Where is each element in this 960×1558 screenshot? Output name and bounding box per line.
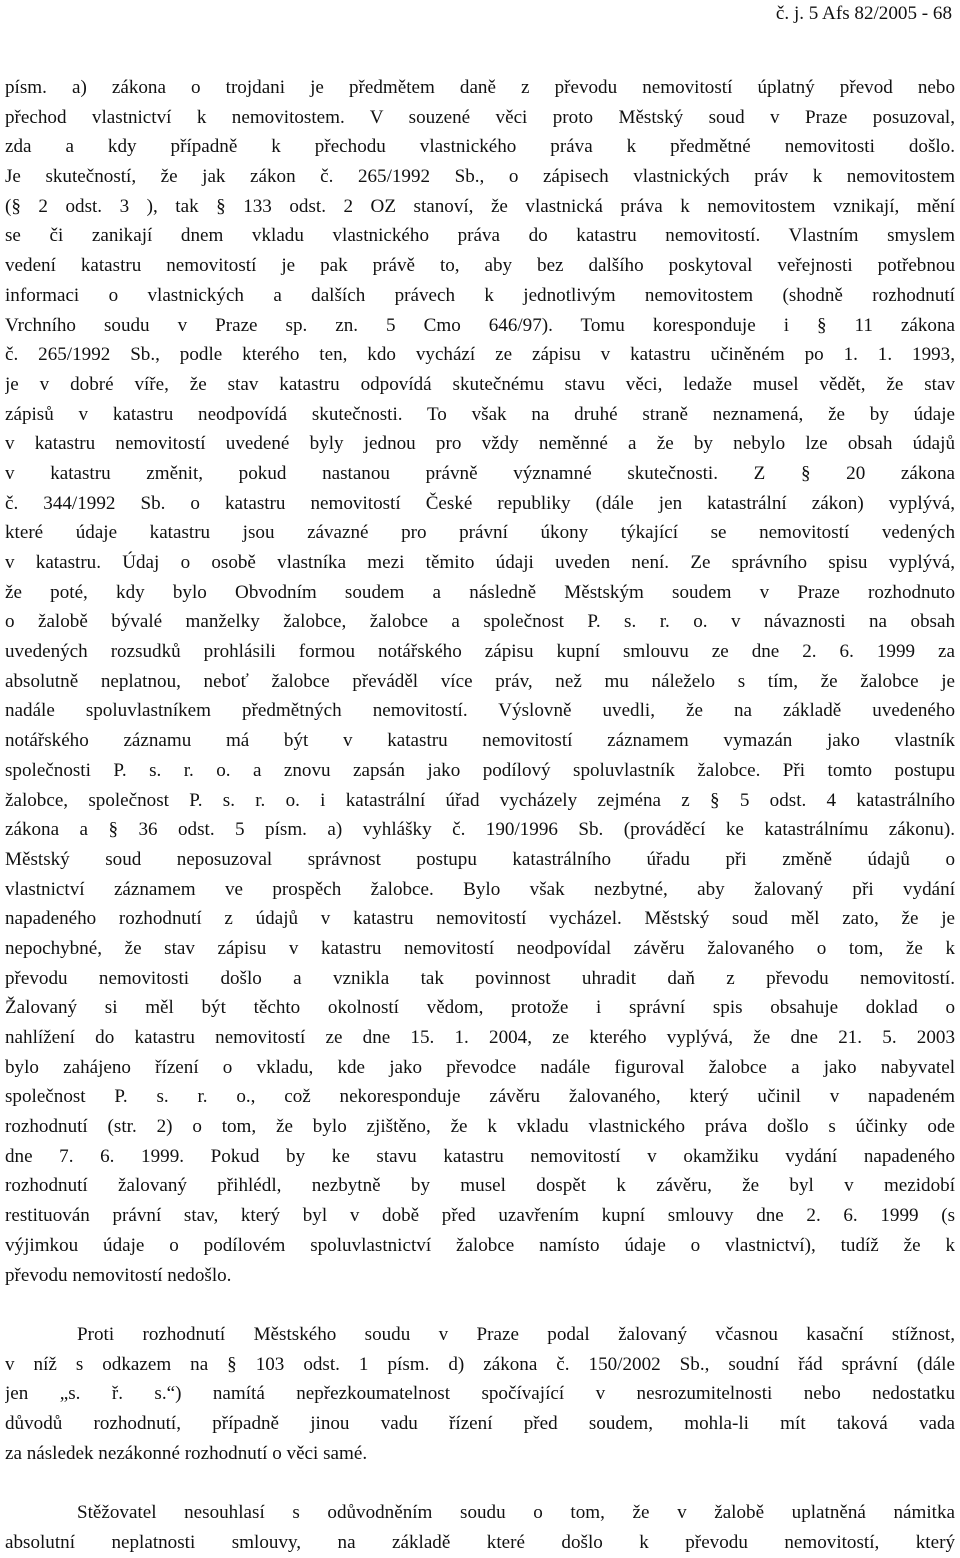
text-line: Je skutečností, že jak zákon č. 265/1992 Sb., o zápisech vlastnických práv k nemovitostem: [5, 166, 955, 188]
text-line: v katastru. Údaj o osobě vlastníka mezi těmito údaji uveden není. Ze správního spisu vyplývá,: [5, 552, 955, 573]
text-line: důvodů rozhodnutí, případně jinou vadu řízení před soudem, mohla-li mít taková vada: [5, 1413, 955, 1435]
case-number-header: č. j. 5 Afs 82/2005 - 68: [775, 3, 952, 24]
paragraph: [5, 1320, 955, 1468]
text-line: je v dobré víře, že stav katastru odpovídá skutečnému stavu věci, ledaže musel vědět, že stav: [5, 373, 955, 395]
text-line: nepochybné, že stav zápisu v katastru nemovitostí neodpovídal závěru žalovaného o tom, že k: [5, 937, 955, 959]
text-line: nadále spoluvlastníkem předmětných nemovitostí. Výslovně uvedli, že na základě uvedeného: [5, 700, 955, 722]
text-line: vlastnictví záznamem ve prospěch žalobce. Bylo však nezbytné, aby žalovaný při vydání: [5, 878, 955, 900]
text-line: zápisů v katastru neodpovídá skutečnosti. To však na druhé straně neznamená, že by údaje: [5, 403, 955, 425]
document-body: [5, 73, 955, 1558]
text-line: rozhodnutí žalovaný přihlédl, nezbytně by musel dospět k závěru, že byl v mezidobí: [5, 1175, 955, 1197]
text-line: Proti rozhodnutí Městského soudu v Praze podal žalovaný včasnou kasační stížnost,: [77, 1323, 955, 1345]
paragraph-gap: [5, 1468, 955, 1498]
text-line: bylo zahájeno řízení o vkladu, kde jako převodce nadále figuroval žalobce a jako nabyvatel: [5, 1056, 955, 1078]
text-line: v katastru nemovitostí uvedené byly jednou pro vždy neměnné a že by nebylo lze obsah údajů: [5, 433, 955, 455]
text-line: převodu nemovitosti došlo a vznikla tak povinnost uhradit daň z převodu nemovitostí.: [5, 967, 955, 989]
text-line: jen „s. ř. s.“) namítá nepřezkoumatelnost spočívající v nesrozumitelnosti nebo nedostatku: [5, 1383, 955, 1405]
text-line: Vrchního soudu v Praze sp. zn. 5 Cmo 646/97). Tomu koresponduje i § 11 zákona: [5, 314, 955, 336]
text-line: vedení katastru nemovitostí je pak právě to, aby bez dalšího poskytoval veřejnosti potřebnou: [5, 255, 955, 277]
text-line: které údaje katastru jsou závazné pro právní úkony týkající se nemovitostí vedených: [5, 522, 955, 544]
text-line: č. 265/1992 Sb., podle kterého ten, kdo vychází ze zápisu v katastru učiněném po 1. 1. 1993,: [5, 344, 955, 366]
text-line: notářského záznamu má být v katastru nemovitostí záznamem vymazán jako vlastník: [5, 730, 955, 752]
text-line: že poté, kdy bylo Obvodním soudem a následně Městským soudem v Praze rozhodnuto: [5, 581, 955, 603]
text-line: Městský soud neposuzoval správnost postupu katastrálního úřadu při změně údajů o: [5, 848, 955, 870]
text-line: žalobce, společnost P. s. r. o. i katastrální úřad vycházely zejména z § 5 odst. 4 katastrálního: [5, 789, 955, 811]
text-line: č. 344/1992 Sb. o katastru nemovitostí České republiky (dále jen katastrální zákon) vyplývá,: [5, 492, 955, 514]
text-line: společnost P. s. r. o., což nekoresponduje závěru žalovaného, který učinil v napadeném: [5, 1086, 955, 1108]
text-line: informaci o vlastnických a dalších právech k jednotlivým nemovitostem (shodně rozhodnutí: [5, 284, 955, 306]
text-line: absolutní neplatnosti smlouvy, na základě které došlo k převodu nemovitostí, který: [5, 1531, 955, 1553]
paragraph: [5, 73, 955, 1290]
text-line: v níž s odkazem na § 103 odst. 1 písm. d) zákona č. 150/2002 Sb., soudní řád správní (dále: [5, 1353, 955, 1375]
text-line: restituován právní stav, který byl v době před uzavřením kupní smlouvy dne 2. 6. 1999 (s: [5, 1205, 955, 1227]
text-line: přechod vlastnictví k nemovitostem. V souzené věci proto Městský soud v Praze posuzoval,: [5, 106, 955, 128]
text-line: o žalobě bývalé manželky žalobce, žalobce a společnost P. s. r. o. v návaznosti na obsah: [5, 611, 955, 633]
text-line: napadeného rozhodnutí z údajů v katastru nemovitostí vycházel. Městský soud měl zato, že je: [5, 908, 955, 930]
text-line: dne 7. 6. 1999. Pokud by ke stavu katastru nemovitostí v okamžiku vydání napadeného: [5, 1145, 955, 1167]
paragraph-gap: [5, 1290, 955, 1320]
paragraph: [5, 1498, 955, 1557]
text-line: písm. a) zákona o trojdani je předmětem daně z převodu nemovitostí úplatný převod nebo: [5, 77, 955, 98]
text-line: absolutně neplatnou, neboť žalobce převáděl více práv, než mu náleželo s tím, že žalobce je: [5, 670, 955, 692]
text-line: zda a kdy případně k přechodu vlastnického práva k předmětné nemovitosti došlo.: [5, 136, 955, 158]
text-line: uvedených rozsudků prohlásili formou notářského zápisu kupní smlouvu ze dne 2. 6. 1999 za: [5, 641, 955, 663]
text-line: (§ 2 odst. 3 ), tak § 133 odst. 2 OZ stanoví, že vlastnická práva k nemovitostem vznikají, mění: [5, 195, 955, 217]
text-line: rozhodnutí (str. 2) o tom, že bylo zjištěno, že k vkladu vlastnického práva došlo s účinky ode: [5, 1116, 955, 1138]
text-line: nahlížení do katastru nemovitostí ze dne 15. 1. 2004, ze kterého vyplývá, že dne 21. 5. 2003: [5, 1027, 955, 1048]
text-line: výjimkou údaje o podílovém spoluvlastnictví žalobce namísto údaje o vlastnictví), tudíž že k: [5, 1234, 955, 1256]
text-line: zákona a § 36 odst. 5 písm. a) vyhlášky č. 190/1996 Sb. (prováděcí ke katastrálnímu zákonu).: [5, 819, 955, 841]
text-line: Žalovaný si měl být těchto okolností vědom, protože i správní spis obsahuje doklad o: [5, 997, 955, 1019]
text-line: společnosti P. s. r. o. a znovu zapsán jako podílový spoluvlastník žalobce. Při tomto postupu: [5, 759, 955, 781]
text-line: za následek nezákonné rozhodnutí o věci samé.: [5, 1442, 368, 1464]
text-line: převodu nemovitostí nedošlo.: [5, 1264, 232, 1286]
text-line: Stěžovatel nesouhlasí s odůvodněním soudu o tom, že v žalobě uplatněná námitka: [77, 1502, 955, 1524]
text-line: se či zanikají dnem vkladu vlastnického práva do katastru nemovitostí. Vlastním smyslem: [5, 225, 955, 247]
text-line: v katastru změnit, pokud nastanou právně významné skutečnosti. Z § 20 zákona: [5, 462, 955, 484]
